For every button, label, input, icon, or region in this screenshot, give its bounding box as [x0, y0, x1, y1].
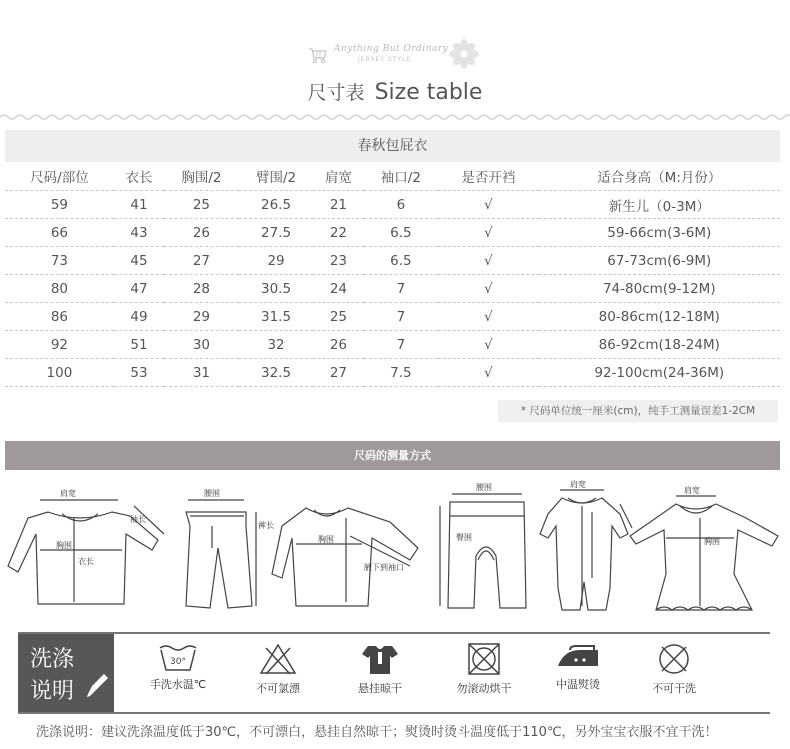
table-cell: 41	[130, 196, 148, 213]
table-cell: 25	[192, 196, 210, 213]
wash-tag-line1: 洗涤	[30, 647, 75, 672]
table-cell: 92-100cm(24-36M)	[594, 364, 725, 381]
table-cell: 30.5	[261, 280, 292, 297]
table-cell: 74-80cm(9-12M)	[602, 280, 716, 297]
table-cell: 26	[329, 336, 348, 353]
table-cell: 49	[130, 308, 148, 325]
column-header: 适合身高（M:月份）	[597, 170, 722, 186]
table-cell: 22	[329, 224, 348, 241]
table-cell: 47	[130, 280, 148, 297]
table-cell: 51	[130, 336, 148, 353]
iron-medium-symbol	[536, 642, 620, 692]
table-cell: 26.5	[261, 196, 292, 213]
wash-instruction-text: 洗涤说明：建议洗涤温度低于30℃，不可漂白，悬挂自然晾干；熨烫时烫斗温度低于110℃，另外宝宝衣服不宜干洗！	[36, 725, 718, 740]
table-cell: √	[484, 308, 493, 325]
table-cell: 43	[130, 224, 148, 241]
label-wide-waist: 腰围	[476, 483, 492, 492]
column-header: 臂围/2	[255, 170, 297, 186]
table-cell: 31.5	[261, 308, 292, 325]
no-tumble-dry-symbol	[442, 642, 526, 696]
symbol-label: 不可氯漂	[256, 682, 300, 695]
hang-dry-symbol	[338, 642, 422, 696]
brand-script-text: Anything But Ordinary	[334, 44, 449, 54]
column-header: 衣长	[125, 170, 153, 186]
label-sleeve: 袖长	[130, 515, 146, 524]
table-body	[5, 191, 780, 387]
label-pants-length: 裤长	[258, 521, 274, 530]
iron-medium-icon	[554, 642, 602, 672]
column-header: 胸围/2	[181, 170, 222, 186]
hand-wash-icon	[158, 642, 198, 672]
table-cell: 32	[267, 336, 285, 353]
label-raglan-chest: 胸围	[318, 535, 334, 544]
dress-illustration	[630, 496, 778, 610]
table-cell: 59-66cm(3-6M)	[607, 224, 712, 241]
garment-measurement-illustrations	[0, 478, 790, 618]
label-romper-shoulder: 肩宽	[570, 480, 586, 489]
wavy-divider	[0, 112, 790, 122]
table-cell: 6.5	[390, 224, 412, 241]
label-shoulder: 肩宽	[60, 489, 76, 498]
hand-wash-symbol	[136, 642, 220, 692]
table-cell: 23	[329, 252, 348, 269]
table-cell: 67-73cm(6-9M)	[607, 252, 712, 269]
table-cell: √	[484, 196, 493, 213]
brand-logo	[308, 44, 488, 70]
label-hip: 臀围	[456, 533, 472, 542]
table-cell: 26	[192, 224, 210, 241]
symbol-label: 不可干洗	[652, 682, 696, 695]
table-cell: 27	[192, 252, 210, 269]
table-cell: √	[484, 252, 493, 269]
table-title: 春秋包屁衣	[5, 130, 780, 162]
table-cell: 29	[192, 308, 210, 325]
label-armpit-cuff: 腋下到袖口	[364, 563, 404, 572]
table-cell: 80-86cm(12-18M)	[598, 308, 720, 325]
table-cell: 6.5	[390, 252, 412, 269]
table-cell: 7.5	[390, 364, 412, 381]
table-cell: 92	[50, 336, 69, 353]
no-dry-clean-symbol	[632, 642, 716, 696]
table-cell: 21	[329, 196, 348, 213]
table-cell: 80	[50, 280, 69, 297]
wash-tag-line2: 说明	[30, 679, 75, 704]
raglan-tee-illustration	[272, 508, 418, 606]
column-header: 袖口/2	[380, 170, 421, 186]
table-cell: 100	[46, 364, 73, 381]
table-cell: √	[484, 364, 493, 381]
page-title	[0, 78, 790, 105]
label-chest: 胸围	[56, 541, 72, 550]
no-bleach-symbol	[236, 642, 320, 696]
symbol-label: 中温熨烫	[556, 678, 600, 691]
table-cell: 45	[130, 252, 148, 269]
column-header: 是否开裆	[461, 170, 516, 186]
pants-illustration	[186, 500, 256, 608]
table-cell: √	[484, 224, 493, 241]
wide-pants-illustration	[440, 494, 526, 608]
table-cell: 32.5	[261, 364, 292, 381]
wash-tag	[18, 634, 114, 712]
table-row	[5, 303, 780, 331]
measure-section-title: 尺码的测量方式	[5, 441, 780, 470]
table-cell: 30	[192, 336, 210, 353]
flower-icon	[448, 38, 480, 70]
wash-instructions	[18, 632, 770, 714]
column-header: 肩宽	[324, 170, 352, 186]
table-cell: 86	[50, 308, 69, 325]
title-en: Size table	[374, 80, 483, 105]
cart-icon	[308, 46, 328, 64]
table-cell: 7	[396, 280, 406, 297]
table-cell: 7	[396, 336, 406, 353]
label-waist: 腰围	[204, 489, 220, 498]
table-row	[5, 219, 780, 247]
table-cell: 28	[192, 280, 210, 297]
table-cell: 27.5	[261, 224, 292, 241]
symbol-label: 手洗水温℃	[149, 678, 207, 691]
label-dress-shoulder: 肩宽	[684, 486, 700, 495]
symbol-label: 悬挂晾干	[358, 682, 402, 695]
table-cell: 新生儿（0-3M）	[608, 198, 710, 215]
table-row	[5, 331, 780, 359]
table-cell: 86-92cm(18-24M)	[598, 336, 720, 353]
label-length: 衣长	[78, 557, 94, 566]
table-cell: 29	[267, 252, 285, 269]
brand-sub-text: JERSEY STYLE	[358, 56, 412, 63]
table-cell: 59	[50, 196, 69, 213]
hand-wash-temp: 30°	[170, 657, 186, 667]
table-cell: 66	[50, 224, 69, 241]
table-cell: √	[484, 280, 493, 297]
measurement-note: * 尺码单位统一厘米(cm)，纯手工测量误差1-2CM	[498, 400, 778, 422]
size-table	[5, 162, 780, 387]
table-cell: 24	[329, 280, 348, 297]
brush-icon	[86, 672, 110, 698]
title-cn: 尺寸表	[307, 82, 365, 104]
no-bleach-icon	[258, 642, 298, 676]
no-tumble-dry-icon	[464, 642, 504, 676]
hang-dry-icon	[360, 642, 400, 676]
table-row	[5, 247, 780, 275]
table-row	[5, 275, 780, 303]
table-cell: 25	[329, 308, 348, 325]
column-header: 尺码/部位	[30, 170, 89, 186]
table-cell: 27	[329, 364, 348, 381]
label-dress-chest: 胸围	[704, 537, 720, 546]
table-row	[5, 359, 780, 387]
table-cell: 6	[396, 196, 406, 213]
symbol-label: 勿滚动烘干	[456, 682, 512, 695]
table-cell: √	[484, 336, 493, 353]
table-cell: 53	[130, 364, 148, 381]
table-header-row	[5, 162, 780, 191]
table-cell: 31	[192, 364, 210, 381]
table-cell: 7	[396, 308, 406, 325]
no-dry-clean-icon	[654, 642, 694, 676]
table-cell: 73	[50, 252, 69, 269]
table-row	[5, 191, 780, 219]
romper-illustration	[540, 490, 632, 610]
